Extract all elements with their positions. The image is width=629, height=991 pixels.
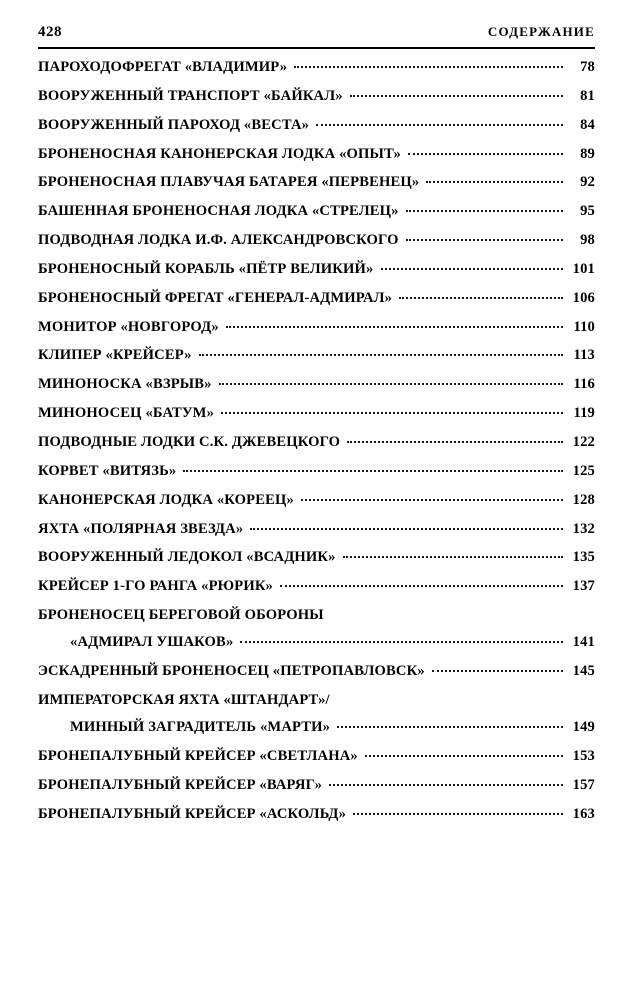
toc-entry[interactable] xyxy=(38,290,595,306)
toc-leader-dots xyxy=(240,640,563,643)
toc-entry-row xyxy=(38,376,595,392)
toc-leader-dots xyxy=(353,812,563,815)
toc-entry[interactable] xyxy=(38,549,595,565)
toc-entry-title: ВООРУЖЕННЫЙ ПАРОХОД «ВЕСТА» xyxy=(38,116,310,133)
toc-leader-dots xyxy=(406,209,563,212)
toc-entry-row xyxy=(38,719,595,735)
toc-entry-row xyxy=(38,777,595,793)
toc-entry-page-number: 122 xyxy=(572,433,595,450)
toc-entry-title: МОНИТОР «НОВГОРОД» xyxy=(38,318,219,335)
toc-entry-page-number: 145 xyxy=(572,663,595,680)
toc-leader-dots xyxy=(329,783,563,786)
toc-entry-page-number: 84 xyxy=(580,116,595,133)
toc-entry-row xyxy=(38,492,595,508)
toc-entry-row xyxy=(38,663,595,679)
toc-entry-title: КРЕЙСЕР 1-ГО РАНГА «РЮРИК» xyxy=(38,578,274,595)
toc-entry-row xyxy=(38,203,595,219)
toc-entry-page-number: 113 xyxy=(573,347,595,364)
toc-entry-title: ИМПЕРАТОРСКАЯ ЯХТА «ШТАНДАРТ»/ xyxy=(38,692,330,709)
page-header xyxy=(38,24,595,49)
toc-leader-dots xyxy=(219,382,563,385)
toc-entry-title: БРОНЕНОСНАЯ ПЛАВУЧАЯ БАТАРЕЯ «ПЕРВЕНЕЦ» xyxy=(38,174,420,191)
toc-entry-page-number: 132 xyxy=(572,520,595,537)
toc-entry-row xyxy=(38,232,595,248)
toc-entry-page-number: 89 xyxy=(580,145,595,162)
toc-leader-dots xyxy=(280,584,563,587)
toc-entry-page-number: 157 xyxy=(572,777,595,794)
toc-entry-row xyxy=(38,146,595,162)
toc-entry-title: КЛИПЕР «КРЕЙСЕР» xyxy=(38,347,192,364)
toc-entry-row xyxy=(38,634,595,650)
toc-entry-title: БАШЕННАЯ БРОНЕНОСНАЯ ЛОДКА «СТРЕЛЕЦ» xyxy=(38,203,399,220)
toc-leader-dots xyxy=(432,669,563,672)
toc-entry-title: БРОНЕНОСНАЯ КАНОНЕРСКАЯ ЛОДКА «ОПЫТ» xyxy=(38,145,401,162)
toc-entry-page-number: 101 xyxy=(572,260,595,277)
toc-entry-row xyxy=(38,405,595,421)
toc-entry-page-number: 98 xyxy=(580,232,595,249)
toc-entry-title: МИНОНОСЕЦ «БАТУМ» xyxy=(38,405,215,422)
toc-entry-row xyxy=(38,174,595,190)
toc-entry-row xyxy=(38,578,595,594)
toc-entry[interactable] xyxy=(38,261,595,277)
toc-entry[interactable] xyxy=(38,806,595,822)
toc-entry-row xyxy=(38,549,595,565)
toc-leader-dots xyxy=(343,555,563,558)
toc-leader-dots xyxy=(221,411,563,414)
toc-entry[interactable] xyxy=(38,88,595,104)
toc-entry-title: ВООРУЖЕННЫЙ ЛЕДОКОЛ «ВСАДНИК» xyxy=(38,549,336,566)
toc-entry[interactable] xyxy=(38,117,595,133)
toc-leader-dots xyxy=(226,325,563,328)
toc-entry-row xyxy=(38,434,595,450)
toc-entry-title: ПАРОХОДОФРЕГАТ «ВЛАДИМИР» xyxy=(38,59,288,75)
toc-leader-dots xyxy=(365,754,563,757)
toc-entry[interactable] xyxy=(38,521,595,537)
toc-leader-dots xyxy=(399,296,563,299)
toc-entry[interactable] xyxy=(38,376,595,392)
toc-leader-dots xyxy=(183,469,563,472)
toc-entry-title: БРОНЕНОСНЫЙ КОРАБЛЬ «ПЁТР ВЕЛИКИЙ» xyxy=(38,260,374,277)
toc-entry-page-number: 81 xyxy=(580,87,595,104)
toc-entry-title: БРОНЕНОСНЫЙ ФРЕГАТ «ГЕНЕРАЛ-АДМИРАЛ» xyxy=(38,289,393,306)
toc-entry[interactable] xyxy=(38,434,595,450)
toc-entry[interactable] xyxy=(38,492,595,508)
toc-entry-title: МИННЫЙ ЗАГРАДИТЕЛЬ «МАРТИ» xyxy=(70,719,331,736)
toc-entry-page-number: 128 xyxy=(572,491,595,508)
toc-leader-dots xyxy=(347,440,563,443)
running-title: СОДЕРЖАНИЕ xyxy=(487,24,595,39)
toc-entry[interactable] xyxy=(38,578,595,594)
toc-entry[interactable] xyxy=(38,319,595,335)
toc-entry-title: ЭСКАДРЕННЫЙ БРОНЕНОСЕЦ «ПЕТРОПАВЛОВСК» xyxy=(38,663,425,680)
toc-entry-title: КАНОНЕРСКАЯ ЛОДКА «КОРЕЕЦ» xyxy=(38,491,294,508)
toc-entry[interactable] xyxy=(38,59,595,75)
toc-entry-title: ПОДВОДНЫЕ ЛОДКИ С.К. ДЖЕВЕЦКОГО xyxy=(38,433,341,450)
toc-entry-title: ЯХТА «ПОЛЯРНАЯ ЗВЕЗДА» xyxy=(38,520,244,537)
toc-entry-page-number: 92 xyxy=(580,174,595,191)
toc-leader-dots xyxy=(301,498,563,501)
toc-entry[interactable] xyxy=(38,692,595,736)
toc-leader-dots xyxy=(381,267,564,270)
toc-entry-title: БРОНЕНОСЕЦ БЕРЕГОВОЙ ОБОРОНЫ xyxy=(38,607,324,624)
toc-entry[interactable] xyxy=(38,203,595,219)
toc-entry-page-number: 116 xyxy=(573,376,595,393)
toc-leader-dots xyxy=(250,527,563,530)
toc-entry-page-number: 153 xyxy=(572,748,595,765)
toc-entry-page-number: 137 xyxy=(572,578,595,595)
toc-entry-page-number: 110 xyxy=(573,318,595,335)
toc-entry[interactable] xyxy=(38,607,595,651)
toc-entry-page-number: 106 xyxy=(572,289,595,306)
toc-entry-row xyxy=(38,692,595,708)
toc-entry-title: БРОНЕПАЛУБНЫЙ КРЕЙСЕР «АСКОЛЬД» xyxy=(38,805,347,822)
toc-entry-row xyxy=(38,290,595,306)
toc-entry-row xyxy=(38,347,595,363)
toc-entry-title: МИНОНОСКА «ВЗРЫВ» xyxy=(38,376,212,393)
page-number: 428 xyxy=(38,24,62,40)
toc-entry-title: ПОДВОДНАЯ ЛОДКА И.Ф. АЛЕКСАНДРОВСКОГО xyxy=(38,232,399,249)
toc-entry-title: БРОНЕПАЛУБНЫЙ КРЕЙСЕР «ВАРЯГ» xyxy=(38,777,323,794)
toc-leader-dots xyxy=(408,152,563,155)
toc-entry[interactable] xyxy=(38,347,595,363)
toc-entry-page-number: 95 xyxy=(580,203,595,220)
toc-entry-title: КОРВЕТ «ВИТЯЗЬ» xyxy=(38,462,177,479)
table-of-contents xyxy=(38,59,595,822)
toc-entry[interactable] xyxy=(38,663,595,679)
toc-entry-row xyxy=(38,521,595,537)
toc-entry[interactable] xyxy=(38,146,595,162)
toc-leader-dots xyxy=(426,180,563,183)
toc-entry-page-number: 78 xyxy=(580,59,595,75)
toc-entry-page-number: 149 xyxy=(572,719,595,736)
toc-leader-dots xyxy=(294,65,563,68)
toc-entry-row xyxy=(38,261,595,277)
toc-entry-row xyxy=(38,88,595,104)
toc-entry-row xyxy=(38,748,595,764)
toc-entry-row xyxy=(38,59,595,75)
toc-leader-dots xyxy=(316,123,563,126)
toc-entry[interactable] xyxy=(38,463,595,479)
toc-entry[interactable] xyxy=(38,232,595,248)
toc-entry[interactable] xyxy=(38,777,595,793)
toc-leader-dots xyxy=(406,238,563,241)
toc-entry-title: БРОНЕПАЛУБНЫЙ КРЕЙСЕР «СВЕТЛАНА» xyxy=(38,748,358,765)
toc-leader-dots xyxy=(350,94,563,97)
toc-entry[interactable] xyxy=(38,748,595,764)
toc-entry-row xyxy=(38,117,595,133)
toc-entry[interactable] xyxy=(38,405,595,421)
toc-entry[interactable] xyxy=(38,174,595,190)
toc-leader-dots xyxy=(337,725,563,728)
toc-entry-title: ВООРУЖЕННЫЙ ТРАНСПОРТ «БАЙКАЛ» xyxy=(38,87,343,104)
toc-entry-row xyxy=(38,806,595,822)
toc-entry-row xyxy=(38,319,595,335)
toc-leader-dots xyxy=(199,353,563,356)
toc-entry-page-number: 135 xyxy=(572,549,595,566)
toc-entry-row xyxy=(38,463,595,479)
toc-entry-page-number: 141 xyxy=(572,634,595,651)
toc-entry-row xyxy=(38,607,595,623)
toc-entry-page-number: 125 xyxy=(572,462,595,479)
toc-entry-title: «АДМИРАЛ УШАКОВ» xyxy=(70,634,234,651)
toc-entry-page-number: 163 xyxy=(572,805,595,822)
toc-entry-page-number: 119 xyxy=(573,405,595,422)
